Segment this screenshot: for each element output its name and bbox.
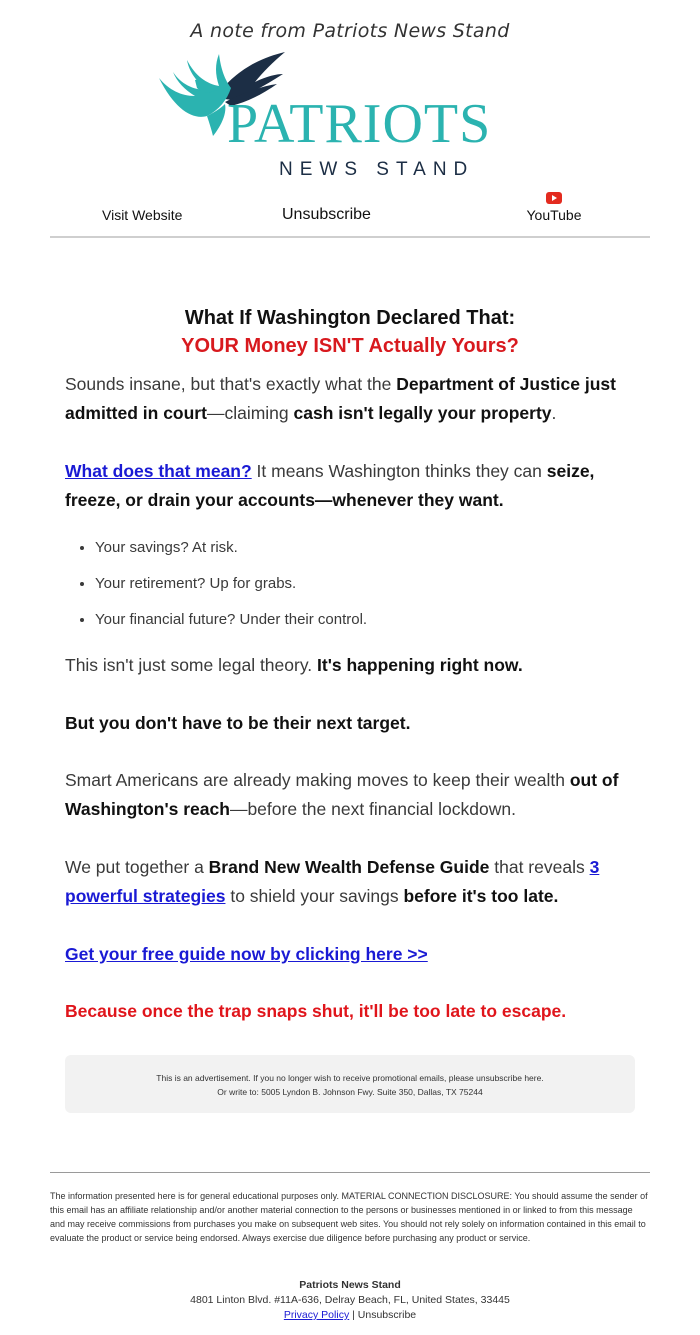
headline-line1: What If Washington Declared That: (184, 307, 516, 329)
text-span: —claiming (206, 403, 294, 423)
paragraph-intro (65, 370, 640, 428)
paragraph-meaning (65, 457, 640, 515)
footer-address: 4801 Linton Blvd. #11A-636, Delray Beach, FL, United States, 33445 (190, 1294, 510, 1306)
top-nav (50, 188, 650, 236)
privacy-policy-link[interactable]: Privacy Policy (283, 1309, 350, 1321)
headline-line2: YOUR Money ISN'T Actually Yours? (181, 335, 519, 357)
note-from-header: A note from Patriots News Stand (190, 20, 510, 42)
text-span: Sounds insane, but that's exactly what the (65, 374, 397, 394)
paragraph-cta (65, 940, 640, 969)
ad-line-2: Or write to: 5005 Lyndon B. Johnson Fwy. Suite 350, Dallas, TX 75244 (217, 1087, 483, 1097)
text-span: We put together a (65, 857, 209, 877)
bold-span: seize, freeze, or drain your accounts—whenever they want. (65, 461, 595, 510)
nav-divider (50, 236, 650, 238)
footer-org-name: Patriots News Stand (299, 1279, 401, 1291)
text-span: . (551, 403, 557, 423)
bold-span: before it's too late. (403, 886, 559, 906)
bold-span: cash isn't legally your property (293, 403, 552, 423)
paragraph-warning: Because once the trap snaps shut, it'll be too late to escape. (65, 1001, 567, 1021)
footer-unsubscribe-link[interactable]: Unsubscribe (357, 1309, 417, 1321)
ad-line-1: This is an advertisement. If you no longer wish to receive promotional emails, please unsubscribe here. (156, 1073, 544, 1083)
headline (0, 304, 700, 360)
advertisement-notice (65, 1055, 635, 1113)
list-item: • Your savings? At risk. (95, 533, 635, 569)
youtube-link[interactable] (516, 192, 592, 223)
bold-span: It's happening right now. (317, 655, 523, 675)
bold-span: Department of Justice just admitted in court (65, 374, 616, 423)
text-span: that reveals (489, 857, 590, 877)
logo-wordmark: PATRIOTS (227, 93, 492, 155)
brand-logo[interactable] (155, 50, 555, 185)
logo-subtitle: NEWS STAND (279, 159, 475, 180)
footer (0, 1278, 700, 1323)
risk-list (95, 533, 635, 641)
paragraph-smart-americans (65, 766, 640, 824)
text-span: —before the next financial lockdown. (229, 799, 516, 819)
footer-links (0, 1308, 700, 1323)
youtube-icon (546, 192, 562, 204)
youtube-label: YouTube (526, 207, 582, 223)
bold-span: out of Washington's reach (65, 770, 619, 819)
text-span: Smart Americans are already making moves to keep their wealth (65, 770, 570, 790)
footer-divider (50, 1172, 650, 1173)
strategies-link[interactable]: 3 powerful strategies (65, 857, 600, 906)
paragraph-target: But you don't have to be their next target. (65, 713, 411, 733)
footer-separator: | (349, 1309, 358, 1321)
text-span: It means Washington thinks they can (251, 461, 547, 481)
free-guide-cta-link[interactable]: Get your free guide now by clicking here >> (65, 944, 428, 964)
list-item: • Your financial future? Under their control. (95, 605, 635, 641)
disclosure-text: The information presented here is for general educational purposes only. MATERIAL CONNECTION DISCLOSURE: You should assume the sender of this email has an affiliate relationship and/or another material connection to the persons or businesses mentioned in or linked to from this message and may receive commissions from purchases you make on subsequent web sites. You should not rely solely on information contained in this email to evaluate the product or service being endorsed. Always exercise due diligence before purchasing any product or service. (50, 1191, 648, 1243)
paragraph-guide (65, 853, 640, 911)
visit-website-link[interactable]: Visit Website (102, 207, 183, 223)
list-item: • Your retirement? Up for grabs. (95, 569, 635, 605)
paragraph-theory (65, 651, 640, 680)
bold-span: Brand New Wealth Defense Guide (208, 857, 490, 877)
what-does-that-mean-link[interactable]: What does that mean? (65, 461, 252, 481)
text-span: This isn't just some legal theory. (65, 655, 318, 675)
unsubscribe-link[interactable]: Unsubscribe (282, 206, 371, 223)
text-span: to shield your savings (225, 886, 404, 906)
